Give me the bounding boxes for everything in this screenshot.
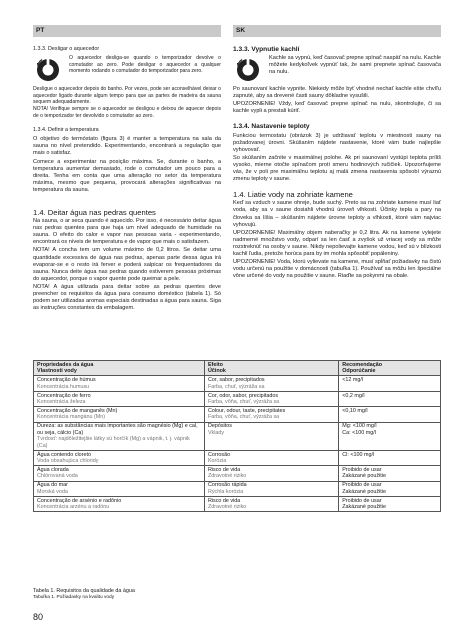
- pt-section-1-3-4: [33, 127, 221, 194]
- cell-main: Risco de vida: [207, 497, 241, 504]
- pt-1-4-p1: Na sauna, o ar seca quando é aquecido. Por isso, é necessário deitar água nas pedras quentes para que haja um nível adequado de humidade na sauna. O efeito do calor e vapor nas pessoas varia - experimentando, encontrará os níveis de temperatura e de vapor que mais o satisfazem.: [33, 218, 221, 246]
- pt-1-4-p2: NOTA! A concha tem um volume máximo de 0,2 litros. Se deitar uma quantidade excessiva de água nas pedras, apenas parte dessa água irá evaporar-se e o resto irá ferver e poderá salpicar os frequentadores da sauna. Nunca deite água nas pedras quando estiverem pessoas próximas do aquecedor, porque o vapor quente pode queimar a pele.: [33, 247, 221, 282]
- sk-1-4-p2: UPOZORNENIE! Maximálny objem naberačky je 0,2 litra. Ak na kamene vylejete nadmerné množstvo vody, odparí sa len časť a zvyšok už vriacej vody sa môže rozstreknúť na osoby v saune. Nikdy nepolievajte kamene vodou, keď sú v blízkosti kachlí ľudia, pretože horúca para by im mohla spôsobiť popáleniny.: [233, 229, 441, 257]
- sk-section-1-4: [233, 191, 441, 280]
- pt-1-3-4-p1: O objetivo do termóstato (figura 3) é manter a temperatura na sala da sauna no nível pretendido. Experimentando, encontrará a regulação que mais o satisfaz.: [33, 136, 221, 157]
- sk-heading-1-3-3: 1.3.3. Vypnutie kachlí: [233, 46, 300, 53]
- cell-main: Cor, odor, sabor, precipitados: [207, 392, 279, 399]
- cell-sub: Farba, vôňa, chuť, výzráža sa: [207, 414, 280, 421]
- table-cell: [204, 422, 338, 450]
- page-number: 80: [33, 612, 44, 622]
- cell-sub: Farba, vôňa, chuť, výzráža sa: [207, 399, 280, 406]
- table-cell: [204, 466, 338, 481]
- table-cell: [34, 376, 205, 391]
- caption-line-pt: Tabela 1. Requisitos da qualidade da água: [33, 588, 135, 594]
- cell-main: Água do mar: [37, 482, 68, 489]
- pt-section-1-3-3: [33, 46, 221, 119]
- cell-main: Proibido de usar: [342, 482, 382, 489]
- header-main: Efeito: [207, 361, 223, 368]
- sk-heading-1-3-4: 1.3.4. Nastavenie teploty: [233, 123, 310, 131]
- header-sub: Odporúčanie: [342, 368, 376, 375]
- cell-sub: Koncentrácia železa: [37, 399, 86, 406]
- cell-main: <0,10 mg/l: [342, 408, 368, 415]
- table-cell: [204, 481, 338, 496]
- pt-1-4-p3: NOTA! A água utilizada para deitar sobre as pedras quentes deve preencher os requisitos da água para consumo doméstico (tabela 1). Só podem ser utilizadas aromas especiais destinadas a água para sauna. Siga as instruções constantes da embalagem.: [33, 283, 221, 312]
- cell-sub: Morská voda: [37, 488, 68, 495]
- cell-main: Proibido de usar: [342, 497, 382, 504]
- table-cell: [339, 466, 441, 481]
- table-cell: [34, 450, 205, 465]
- water-quality-table: [33, 360, 441, 512]
- cell-main: <12 mg/l: [342, 377, 364, 384]
- cell-main: Proibido de usar: [342, 467, 382, 474]
- pt-section-1-4: [33, 209, 221, 312]
- lang-label-sk: SK: [236, 27, 246, 34]
- header-sub: Účinok: [207, 368, 226, 375]
- table-cell: [339, 450, 441, 465]
- table-header-row: [34, 361, 441, 376]
- table-header-cell: [34, 361, 205, 376]
- table-cell: [339, 422, 441, 450]
- cell-sub: Koncentrácia arzénu a radónu: [37, 504, 110, 511]
- sk-section-1-3-4: [233, 123, 441, 183]
- timer-dial-icon: [233, 55, 263, 85]
- cell-main: Depósitos: [207, 423, 232, 430]
- table-cell: [339, 407, 441, 422]
- table-cell: [339, 481, 441, 496]
- cell-main: Concentração de arsénio e radônio: [37, 497, 122, 504]
- cell-sub: Rýchla korózia: [207, 488, 244, 495]
- cell-main: Cl: <100 mg/l: [342, 451, 375, 458]
- table-cell: [204, 497, 338, 512]
- table-cell: [34, 497, 205, 512]
- lang-label-pt: PT: [36, 27, 45, 34]
- table-cell: [339, 497, 441, 512]
- pt-heading-1-3-4: 1.3.4. Definir a temperatura: [33, 127, 99, 134]
- pt-1-3-4-p2: Comece a experimentar na posição máxima. Se, durante o banho, a temperatura aumentar demasiado, rode o comutador um pouco para a direita. Tenha em conta que uma alteração no setor da temperatura máxima, mesmo que pequena, provocará alterações significativas na temperatura da sauna.: [33, 158, 221, 193]
- table-row: [34, 422, 441, 450]
- lang-bar-right: [233, 25, 441, 37]
- table-cell: [204, 407, 338, 422]
- table-cell: [34, 466, 205, 481]
- cell-sub: Voda obsahujúca chloridy: [37, 458, 99, 465]
- table-cell: [204, 376, 338, 391]
- cell-sub: Zdravotné riziko: [207, 504, 247, 511]
- table-row: [34, 497, 441, 512]
- sk-heading-1-4: 1.4. Liatie vody na zohriate kamene: [233, 190, 353, 200]
- caption-line-sk: Tabuľka 1. Požiadavky na kvalitu vody: [33, 594, 115, 600]
- table-caption: [33, 588, 135, 602]
- table-row: [34, 466, 441, 481]
- sk-1-4-p3: UPOZORNENIE! Voda, ktorú vylievate na kamene, musí spĺňať požiadavky na čistú vodu určenú na použitie v domácnosti (tabuľka 1). Používať sa môžu len špeciálne vône určené do vody na použitie v saune. Riaďte sa pokynmi na obale.: [233, 259, 441, 280]
- table-cell: [34, 422, 205, 450]
- sk-1-3-4-p2: So skúšaním začnite v maximálnej polohe. Ak pri saunovaní vystúpi teplota príliš vysoko, mierne otočte spínačom proti smeru hodinových ručičiek. Upozorňujeme vás, že v poli pre maximálnu teplotu aj malá zmena nastavenia spôsobí výraznú zmenu teploty v saune.: [233, 154, 441, 183]
- cell-sub: Tvrdosť: najdôležitejšie látky sú horčík (Mg) a vápnik, t. j. vápnik (Ca): [37, 436, 190, 449]
- pt-1-3-3-p2: NOTA! Verifique sempre se o aquecedor se desligou e deixou de aquecer depois de o temporizador ter devolvido o comutador ao zero.: [33, 106, 221, 119]
- table-row: [34, 450, 441, 465]
- sk-1-3-4-p1: Funkciou termostatu (obrázok 3) je udržiavať teplotu v miestnosti sauny na požadovanej úrovni. Skúšaním nájdete nastavenie, ktoré vám bude najlepšie vyhovovať.: [233, 132, 441, 153]
- cell-sub: Koncentrácia humusu: [37, 383, 90, 390]
- cell-main: Corrosão: [207, 451, 231, 458]
- cell-main: Corrosão rápida: [207, 482, 247, 489]
- lang-bar-left: [33, 25, 221, 37]
- cell-main: <0,2 mg/l: [342, 392, 365, 399]
- table-cell: [339, 391, 441, 406]
- cell-main: Concentração de húmus: [37, 377, 96, 384]
- table-row: [34, 481, 441, 496]
- pt-1-3-3-p1: Desligue o aquecedor depois do banho. Por vezes, pode ser aconselhável deixar o aquecedor ligado durante algum tempo para que as partes de madeira da sauna sequem adequadamente.: [33, 86, 221, 105]
- cell-sub: Zakázané použitie: [342, 504, 386, 511]
- cell-sub: Zakázané použitie: [342, 488, 386, 495]
- cell-main: Dureza: as substâncias mais importantes são magnésio (Mg) e cal, ou seja, cálcio (Ca): [37, 423, 198, 436]
- header-main: Propriedades da água: [37, 361, 94, 368]
- pt-heading-1-4: 1.4. Deitar água nas pedras quentes: [33, 207, 156, 217]
- sk-1-3-3-p1: Po saunovaní kachle vypnite. Niekedy môže byť vhodné nechať kachle ešte chvíľu zapnuté, aby sa drevené časti sauny dôkladne vysušili.: [233, 86, 441, 100]
- sk-1-3-3-intro: Kachle sa vypnú, keď časovač prepne spínač naspäť na nulu. Kachle môžete kedykoľvek vypnúť tak, že sami prepnete spínač časovača na nulu.: [269, 55, 441, 76]
- table-header-cell: [204, 361, 338, 376]
- pt-1-3-3-intro: O aquecedor desliga-se quando o temporizador devolve o comutador ao zero. Pode desligar o aquecedor a qualquer momento rodando o comutador do temporizador para zero.: [69, 55, 221, 74]
- table-row: [34, 407, 441, 422]
- header-main: Recomendação: [342, 361, 383, 368]
- table-body: [34, 376, 441, 512]
- table-cell: [204, 391, 338, 406]
- table-row: [34, 376, 441, 391]
- cell-sub: Zdravotné riziko: [207, 473, 247, 480]
- cell-sub: Zakázané použitie: [342, 473, 386, 480]
- cell-main: Mg: <100 mg/l: [342, 423, 377, 430]
- table-cell: [34, 391, 205, 406]
- cell-sub: Chlórovaná voda: [37, 473, 78, 480]
- cell-sub: Vklady: [207, 429, 225, 436]
- cell-sub: Korózia: [207, 458, 227, 465]
- sk-1-3-3-p2: UPOZORNENIE! Vždy, keď časovač prepne spínač na nulu, skontrolujte, či sa kachle vypli a prestali kúriť.: [233, 101, 441, 115]
- cell-main: Concentração de ferro: [37, 392, 91, 399]
- table-row: [34, 391, 441, 406]
- cell-sub: Farba, chuť, výzráža sa: [207, 383, 265, 390]
- sk-1-4-p1: Keď sa vzduch v saune ohreje, bude suchý. Preto sa na zohriate kamene musí liať voda, aby sa v saune dosiahli vhodnú úroveň vlhkosti. Účinky tepla a pary na človeka sa líšia – skúšaním nájdete úrovne teploty a vlhkosti, ktoré vám najviac vyhovujú.: [233, 200, 441, 228]
- cell-main: Água contendo cloreto: [37, 451, 91, 458]
- cell-main: Concentração de manganês (Mn): [37, 408, 118, 415]
- cell-sub: Koncentrácia mangánu (Mn): [37, 414, 106, 421]
- column-pt: [33, 46, 221, 313]
- table-cell: [339, 376, 441, 391]
- cell-sub: Ca: <100 mg/l: [342, 429, 376, 436]
- header-sub: Vlastnosti vody: [37, 368, 77, 375]
- cell-main: Água clorada: [37, 467, 69, 474]
- sk-section-1-3-3: [233, 46, 441, 115]
- table-cell: [34, 481, 205, 496]
- cell-main: Risco de vida: [207, 467, 241, 474]
- table-header-cell: [339, 361, 441, 376]
- cell-main: Cor, sabor, precipitados: [207, 377, 265, 384]
- cell-main: Colour, odour, taste, precipitates: [207, 408, 286, 415]
- timer-dial-icon: [33, 55, 63, 85]
- column-sk: [233, 46, 441, 281]
- table-cell: [34, 407, 205, 422]
- pt-heading-1-3-3: 1.3.3. Desligar o aquecedor: [33, 46, 100, 52]
- table-cell: [204, 450, 338, 465]
